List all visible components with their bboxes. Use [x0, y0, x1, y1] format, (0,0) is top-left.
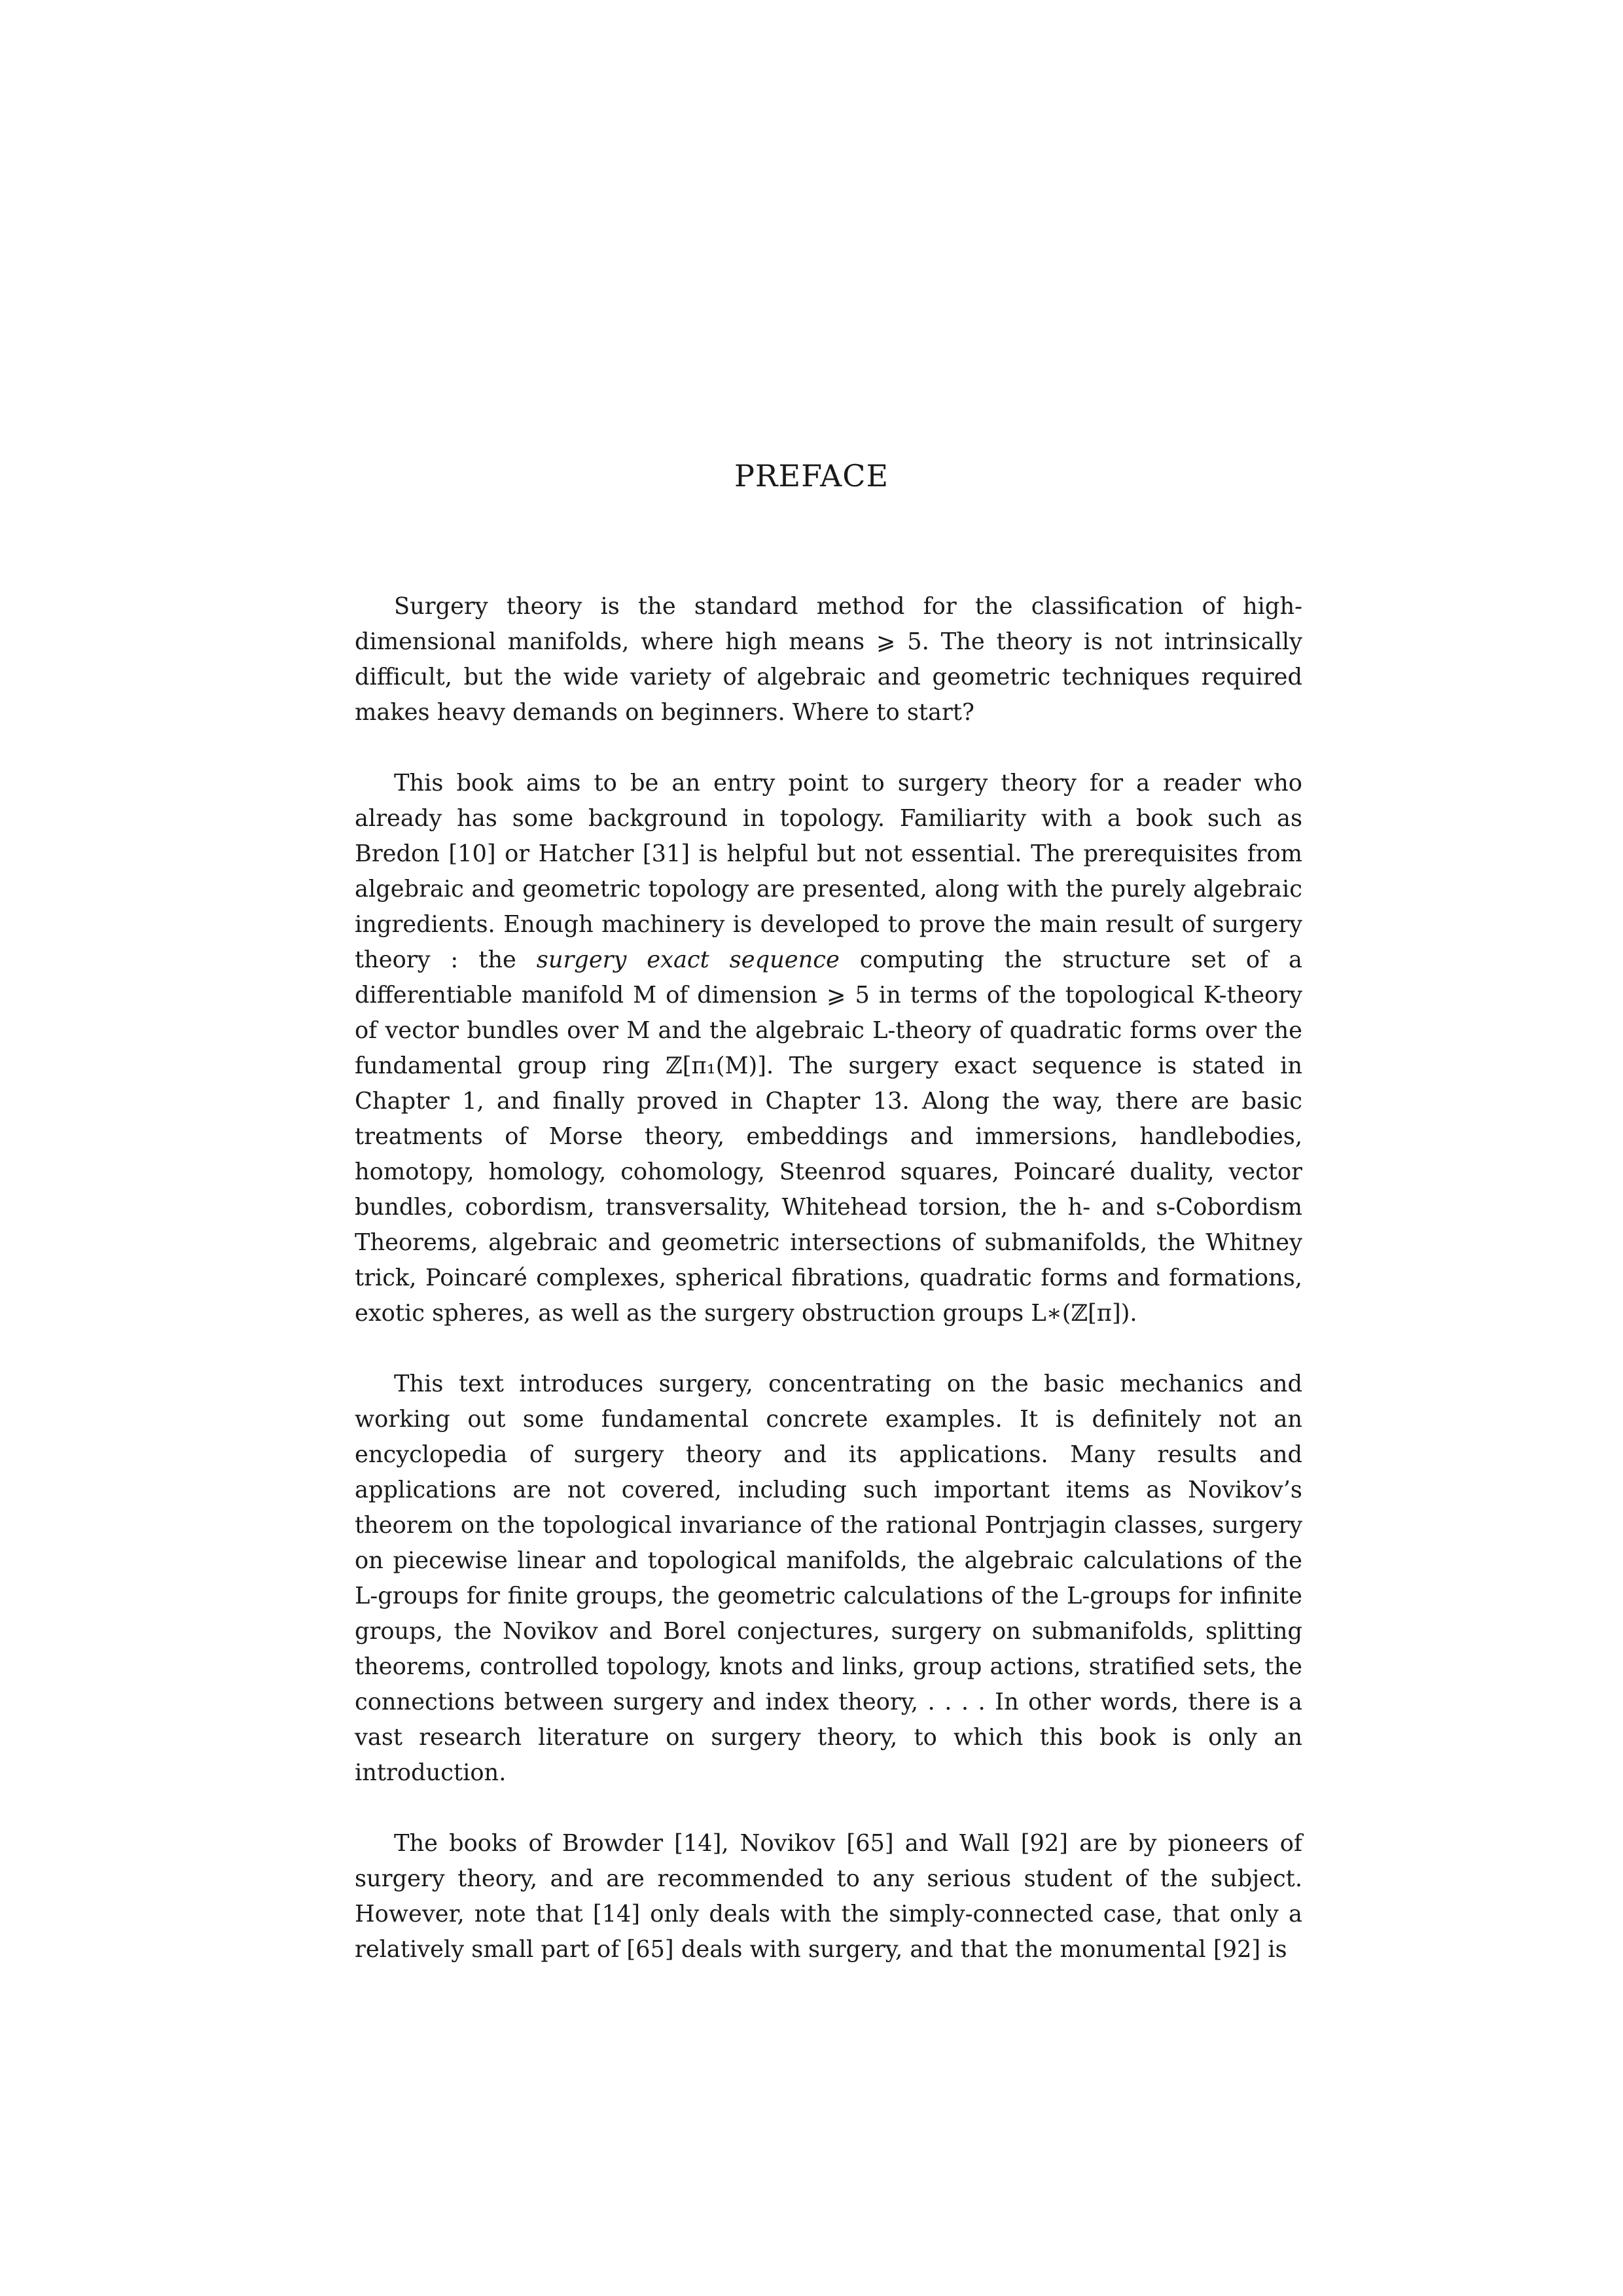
page-title: PREFACE [734, 458, 889, 493]
paragraph-2-part-2: computing the structure set of a differentiable manifold M of dimension ⩾ 5 in terms of the topological K-theory of vector bundles over M and the algebraic L-theory of quadratic forms over the fundamental group ring ℤ[π₁(M)]. The surgery exact sequence is stated in Chapter 1, and finally proved in Chapter 13. Along the way, there are basic treatments of Morse theory, embeddings and immersions, handlebodies, homotopy, homology, cohomology, Steenrod squares, Poincaré duality, vector bundles, cobordism, transversality, Whitehead torsion, the h- and s-Cobordism Theorems, algebraic and geometric intersections of submanifolds, the Whitney trick, Poincaré complexes, spherical fibrations, quadratic forms and formations, exotic spheres, as well as the surgery obstruction groups L∗(ℤ[π]). [355, 946, 1302, 1327]
paragraph-3: This text introduces surgery, concentrating on the basic mechanics and working out some fundamental concrete examples. It is definitely not an encyclopedia of surgery theory and its applications. Many results and applications are not covered, including such important items as Novikov’s theorem on the topological invariance of the rational Pontrjagin classes, surgery on piecewise linear and topological manifolds, the algebraic calculations of the L-groups for finite groups, the geometric calculations of the L-groups for infinite groups, the Novikov and Borel conjectures, surgery on submanifolds, splitting theorems, controlled topology, knots and links, group actions, stratified sets, the connections between surgery and index theory, . . . . In other words, there is a vast research literature on surgery theory, to which this book is only an introduction. [355, 1371, 1302, 1786]
paragraph-4: The books of Browder [14], Novikov [65] and Wall [92] are by pioneers of surgery theory, and are recommended to any serious student of the subject. However, note that [14] only deals with the simply-connected case, that only a relatively small part of [65] deals with surgery, and that the monumental [92] is [355, 1830, 1302, 1963]
paragraph-2 [355, 766, 1302, 1331]
paragraph-2-part-1: This book aims to be an entry point to surgery theory for a reader who already has some background in topology. Familiarity with a book such as Bredon [10] or Hatcher [31] is helpful but not essential. The prerequisites from algebraic and geometric topology are presented, along with the purely algebraic ingredients. Enough machinery is developed to prove the main result of surgery theory : the [355, 770, 1302, 973]
emphasis-surgery-exact-sequence: surgery exact sequence [536, 946, 840, 973]
body-text [355, 589, 1302, 1967]
paragraph-1: Surgery theory is the standard method for the classification of high-dimensional manifolds, where high means ⩾ 5. The theory is not intrinsically difficult, but the wide variety of algebraic and geometric techniques required makes heavy demands on beginners. Where to start? [355, 593, 1302, 726]
